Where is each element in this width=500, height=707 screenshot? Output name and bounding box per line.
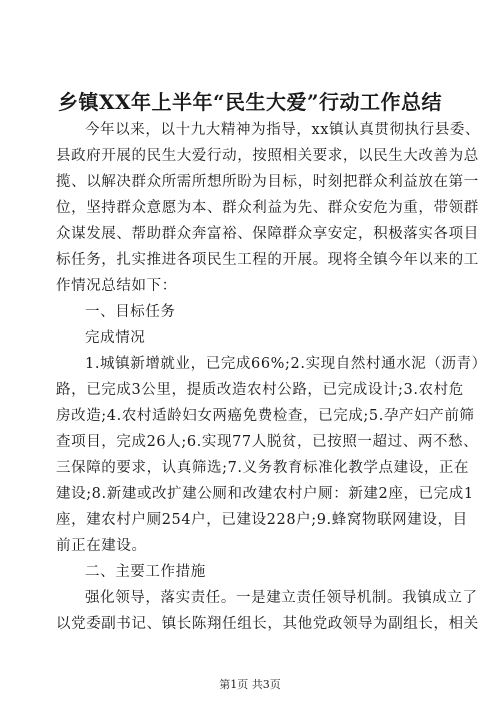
paragraph-line: 路，已完成3公里，提质改造农村公路，已完成设计;3.农村危 [56,382,464,398]
subsection-heading: 完成情况 [85,330,146,346]
paragraph-line: 作情况总结如下： [56,278,177,294]
paragraph-line: 以党委副书记、镇长陈翔任组长，其他党政领导为副组长，相关 [56,616,479,632]
paragraph-line: 1.城镇新增就业，已完成66%;2.实现自然村通水泥（沥青） [85,356,487,372]
paragraph-line: 标任务，扎实推进各项民生工程的开展。现将全镇今年以来的工 [56,252,479,268]
paragraph-line: 今年以来，以十九大精神为指导，xx镇认真贯彻执行县委、 [85,122,481,138]
document-title: 乡镇XX年上半年“民生大爱”行动工作总结 [57,90,443,114]
section-heading: 二、主要工作措施 [85,564,206,580]
page-number: 第1页 共3页 [219,678,281,691]
paragraph-line: 座，建农村户厕254户，已建设228户;9.蜂窝物联网建设，目 [56,512,468,528]
paragraph-line: 强化领导，落实责任。一是建立责任领导机制。我镇成立了 [85,590,478,606]
paragraph-line: 揽、以解决群众所需所想所盼为目标，时刻把群众利益放在第一 [56,174,479,190]
paragraph-line: 三保障的要求，认真筛选;7.义务教育标准化教学点建设，正在 [56,460,470,476]
paragraph-line: 县政府开展的民生大爱行动，按照相关要求，以民生大改善为总 [56,148,479,164]
document-body [56,117,487,637]
paragraph-line: 位，坚持群众意愿为本、群众利益为先、群众安危为重，带领群 [56,200,479,216]
paragraph-line: 建设;8.新建或改扩建公厕和改建农村户厕：新建2座，已完成1 [56,486,474,502]
paragraph-line: 房改造;4.农村适龄妇女两癌免费检查，已完成;5.孕产妇产前筛 [56,408,475,424]
paragraph-line: 前正在建设。 [56,538,147,554]
paragraph-line: 众谋发展、帮助群众奔富裕、保障群众享安定，积极落实各项目 [56,226,479,242]
section-heading: 一、目标任务 [85,304,176,320]
paragraph-line: 查项目，完成26人;6.实现77人脱贫，已按照一超过、两不愁、 [56,434,479,450]
